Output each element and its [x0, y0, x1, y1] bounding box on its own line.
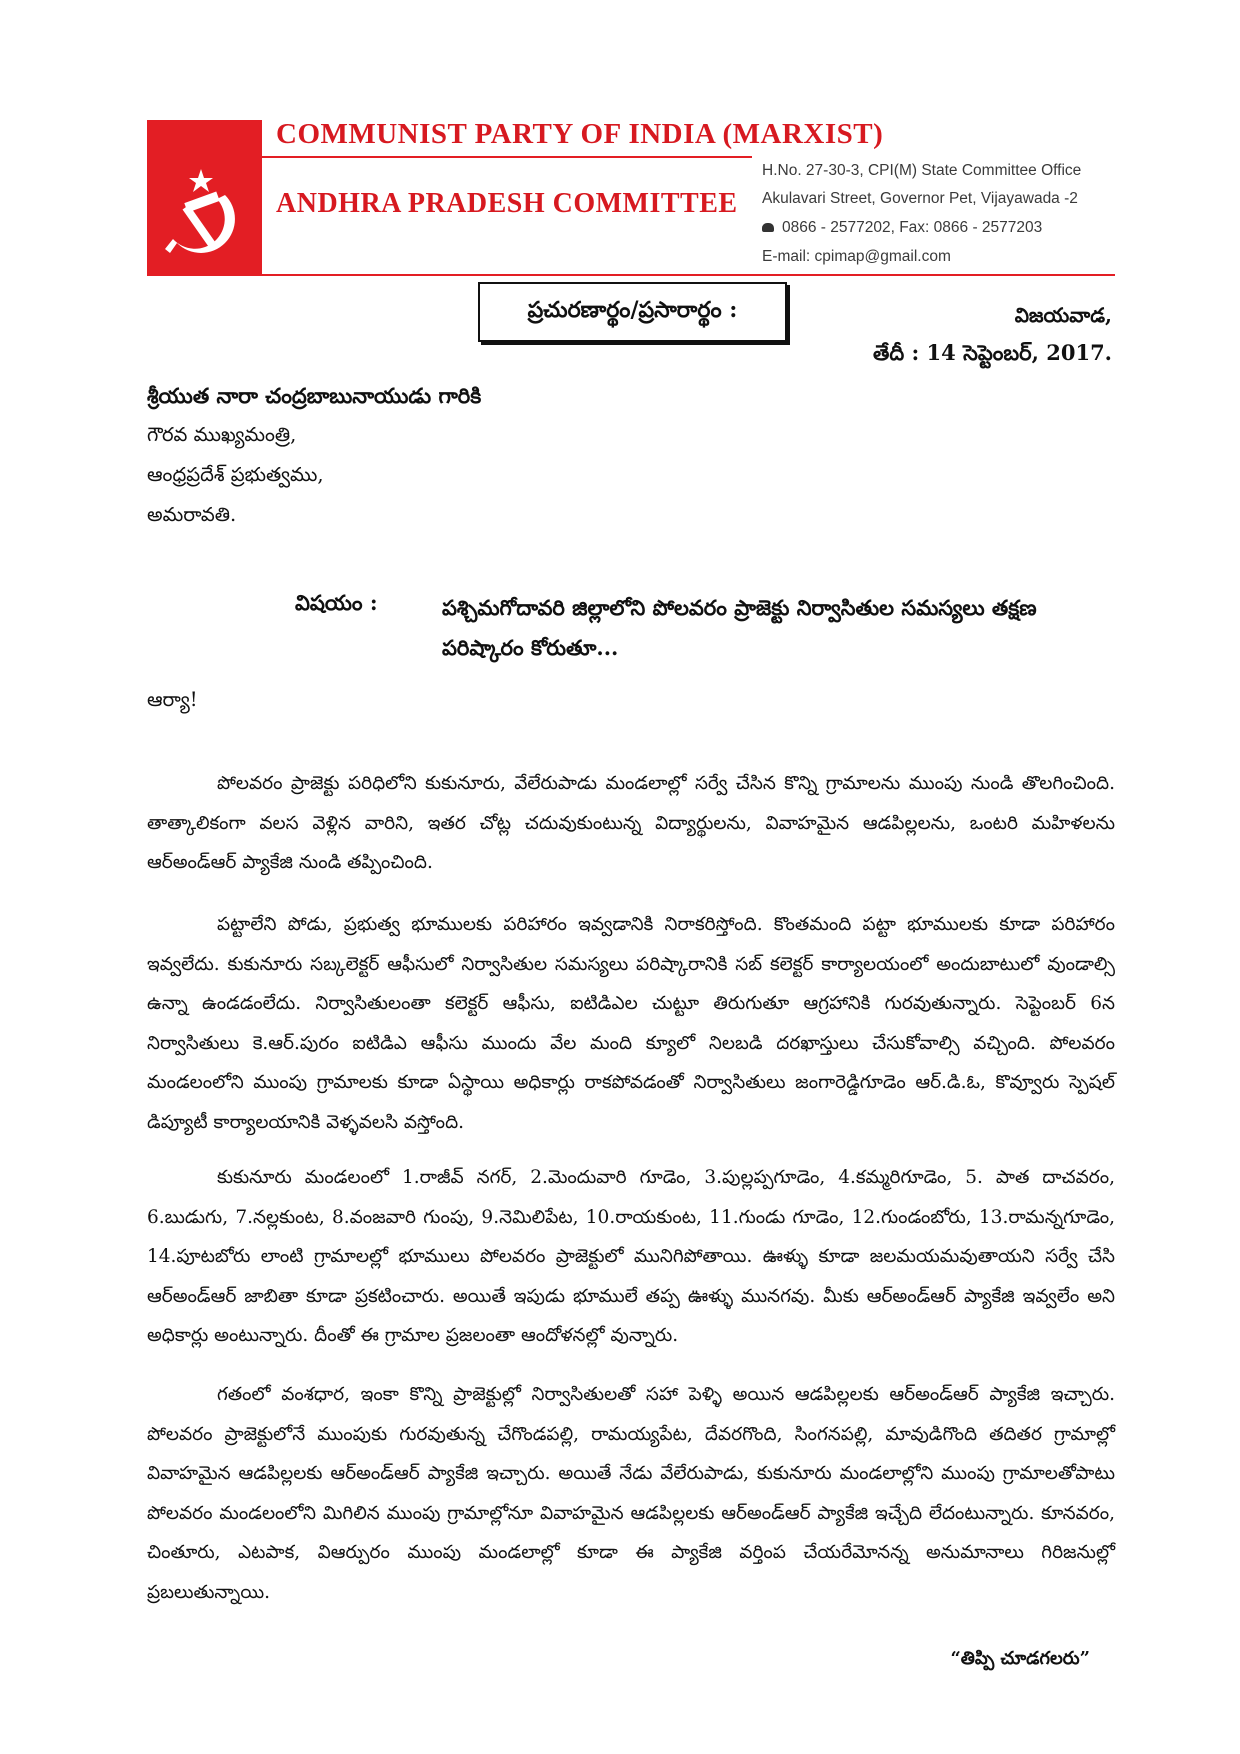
org-name: COMMUNIST PARTY OF INDIA (MARXIST) — [276, 118, 884, 150]
committee-name: ANDHRA PRADESH COMMITTEE — [276, 188, 738, 219]
address-line-1: H.No. 27-30-3, CPI(M) State Committee Office — [762, 162, 1082, 179]
subject-label: విషయం : — [295, 590, 378, 615]
hammer-sickle-star-icon — [155, 165, 255, 265]
body-paragraph: పోలవరం ప్రాజెక్టు పరిధిలోని కుకునూరు, వేలేరుపాడు మండలాల్లో సర్వే చేసిన కొన్ని గ్రామాలను ముంపు నుండి తొలగించింది. తాత్కాలికంగా వలస వెళ్లిన వారిని, ఇతర చోట్ల చదువుకుంటున్న విద్యార్థులను, వివాహమైన ఆడపిల్లలను, ఒంటరి మహిళలను ఆర్అండ్ఆర్ ప్యాకేజి నుండి తప్పించింది. — [147, 773, 1115, 873]
phone-line — [762, 219, 1042, 237]
addressee-designation: గౌరవ ముఖ్యమంత్రి, — [147, 423, 297, 446]
body-paragraph: గతంలో వంశధార, ఇంకా కొన్ని ప్రాజెక్టుల్లో నిర్వాసితులతో సహా పెళ్ళి అయిన ఆడపిల్లలకు ఆర్అండ్ఆర్ ప్యాకేజి ఇచ్చారు. పోలవరం ప్రాజెక్టులోనే ముంపుకు గురవుతున్న చేగొండపల్లి, రామయ్యపేట, దేవరగొంది, సింగనపల్లి, మావుడిగొంది తదితర గ్రామాల్లో వివాహమైన ఆడపిల్లలకు ఆర్అండ్ఆర్ ప్యాకేజి ఇచ్చారు. అయితే నేడు వేలేరుపాడు, కుకునూరు మండలాల్లోని ముంపు గ్రామాలతోపాటు పోలవరం మండలంలోని మిగిలిన ముంపు గ్రామాల్లోనూ వివాహమైన ఆడపిల్లలకు ఆర్అండ్ఆర్ ప్యాకేజి ఇచ్చేది లేదంటున్నారు. కూనవరం, చింతూరు, ఎటపాక, విఆర్పురం ముంపు మండలాల్లో కూడా ఈ ప్యాకేజి వర్తింప చేయరేమోనన్న అనుమానాలు గిరిజనుల్లో ప్రబలుతున్నాయి. — [147, 1384, 1115, 1603]
header-rule-top — [262, 156, 752, 158]
body-paragraph: కుకునూరు మండలంలో 1.రాజీవ్ నగర్, 2.మెందువారి గూడెం, 3.పుల్లప్పగూడెం, 4.కమ్మరిగూడెం, 5. పాత దాచవరం, 6.బుడుగు, 7.నల్లకుంట, 8.వంజవారి గుంపు, 9.నెమిలిపేట, 10.రాయకుంట, 11.గుండు గూడెం, 12.గుండంబోరు, 13.రామన్నగూడెం, 14.పూటబోరు లాంటి గ్రామాలల్లో భూములు పోలవరం ప్రాజెక్టులో మునిగిపోతాయి. ఊళ్ళు కూడా జలమయమవుతాయని సర్వే చేసి ఆర్అండ్ఆర్ జాబితా కూడా ప్రకటించారు. అయితే ఇపుడు భూములే తప్ప ఊళ్ళు మునగవు. మీకు ఆర్అండ్ఆర్ ప్యాకేజి ఇవ్వలేం అని అధికార్లు అంటున్నారు. దీంతో ఈ గ్రామాల ప్రజలంతా ఆందోళనల్లో వున్నారు. — [147, 1167, 1115, 1346]
place: విజయవాడ, — [1014, 303, 1112, 327]
phone-text: 0866 - 2577202, Fax: 0866 - 2577203 — [782, 219, 1043, 236]
press-release-label: ప్రచురణార్థం/ప్రసారార్థం : — [527, 296, 738, 323]
subject-text: పశ్చిమగోదావరి జిల్లాలోని పోలవరం ప్రాజెక్టు నిర్వాసితుల సమస్యలు తక్షణ పరిష్కారం కోరుతూ... — [442, 595, 1037, 660]
party-logo — [147, 120, 262, 276]
address-line-2: Akulavari Street, Governor Pet, Vijayawada -2 — [762, 190, 1078, 207]
phone-icon — [762, 223, 774, 232]
header-rule-bottom — [147, 274, 1115, 276]
addressee-government: ఆంధ్రప్రదేశ్ ప్రభుత్వము, — [147, 463, 324, 486]
turn-over-note: “తిప్పి చూడగలరు” — [950, 1648, 1090, 1669]
body-paragraph: పట్టాలేని పోడు, ప్రభుత్వ భూములకు పరిహారం ఇవ్వడానికి నిరాకరిస్తోంది. కొంతమంది పట్టా భూములకు కూడా పరిహారం ఇవ్వలేదు. కుకునూరు సబ్కలెక్టర్ ఆఫీసులో నిర్వాసితుల సమస్యలు పరిష్కారానికి సబ్ కలెక్టర్ కార్యాలయంలో అందుబాటులో వుండాల్సి ఉన్నా ఉండడంలేదు. నిర్వాసితులంతా కలెక్టర్ ఆఫీసు, ఐటిడిఎల చుట్టూ తిరుగుతూ ఆగ్రహానికి గురవుతున్నారు. సెప్టెంబర్ 6న నిర్వాసితులు కె.ఆర్.పురం ఐటిడిఎ ఆఫీసు ముందు వేల మంది క్యూలో నిలబడి దరఖాస్తులు చేసుకోవాల్సి వచ్చింది. పోలవరం మండలంలోని ముంపు గ్రామాలకు కూడా ఏస్థాయి అధికార్లు రాకపోవడంతో నిర్వాసితులు జంగారెడ్డిగూడెం ఆర్.డి.ఓ, కొవ్వూరు స్పెషల్ డిప్యూటీ కార్యాలయానికి వెళ్ళవలసి వస్తోంది. — [147, 914, 1115, 1133]
addressee-city: అమరావతి. — [147, 503, 237, 526]
salutation: ఆర్యా! — [147, 688, 198, 711]
email-line: E-mail: cpimap@gmail.com — [762, 248, 951, 265]
addressee-name: శ్రీయుత నారా చంద్రబాబునాయుడు గారికి — [147, 383, 482, 408]
press-release-box — [478, 282, 787, 342]
date: తేదీ : 14 సెప్టెంబర్, 2017. — [873, 340, 1112, 365]
